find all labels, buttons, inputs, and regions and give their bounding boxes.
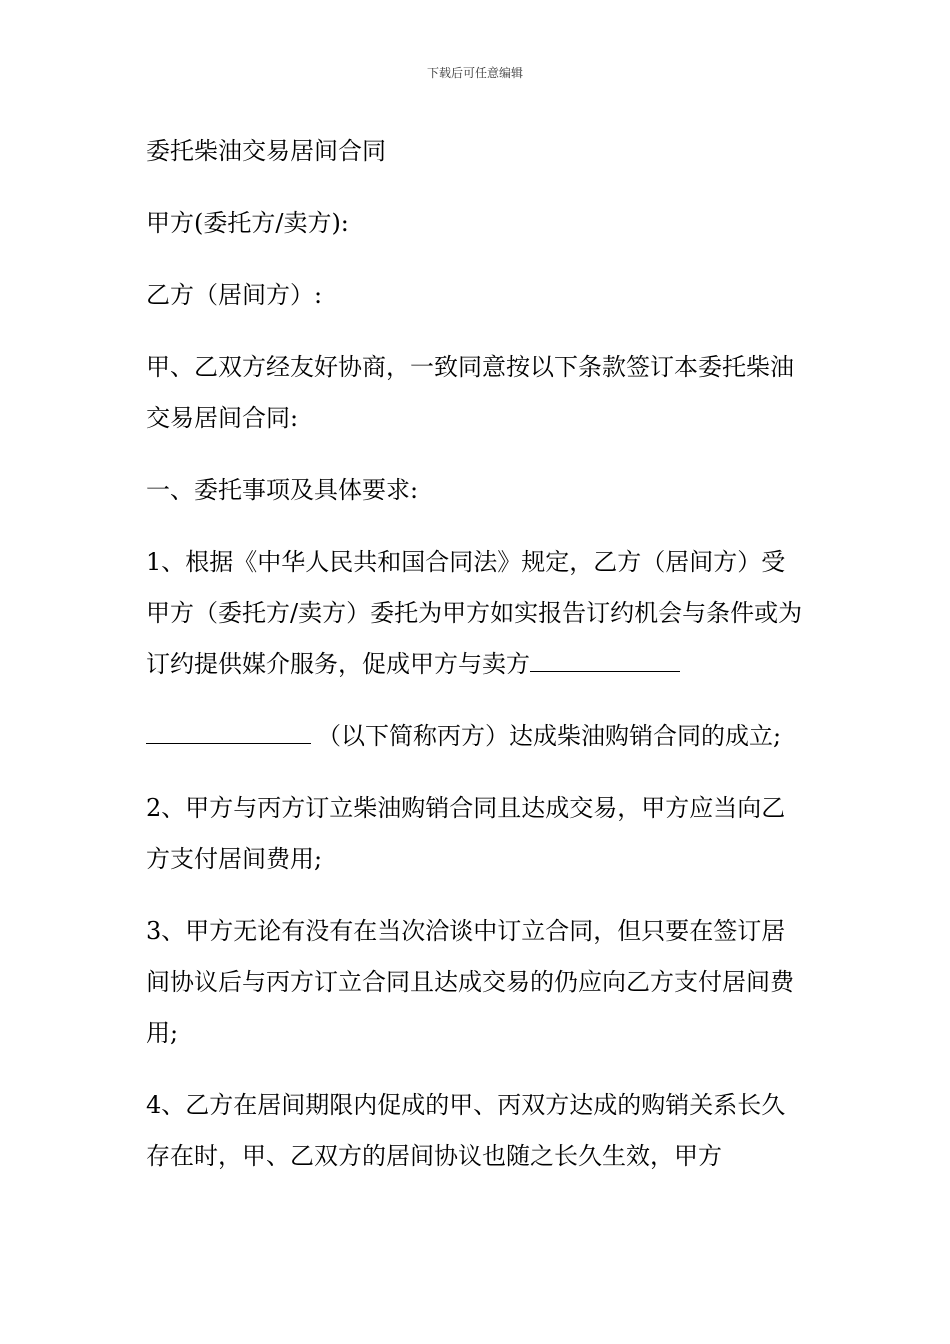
blank-line [146,723,311,744]
document-body [146,126,806,1203]
section1-heading: 一、委托事项及具体要求: [146,476,419,504]
clause-1-text: 1、根据《中华人民共和国合同法》规定，乙方（居间方）受甲方（委托方/卖方）委托为甲方如实报告订约机会与条件或为订约提供媒介服务，促成甲方与卖方 [146,548,803,678]
clause-1-continued [146,711,806,762]
header-note: 下载后可任意编辑 [426,66,523,80]
clause-3: 3、甲方无论有没有在当次洽谈中订立合同，但只要在签订居间协议后与丙方订立合同且达成交易的仍应向乙方支付居间费用; [146,917,794,1047]
party-b-line: 乙方（居间方）: [146,281,323,309]
clause-2: 2、甲方与丙方订立柴油购销合同且达成交易，甲方应当向乙方支付居间费用; [146,794,786,873]
document-title: 委托柴油交易居间合同 [146,137,386,165]
clause-1 [146,537,806,690]
clause-4: 4、乙方在居间期限内促成的甲、丙双方达成的购销关系长久存在时，甲、乙双方的居间协议也随之长久生效，甲方 [146,1091,786,1170]
blank-line [530,651,680,672]
intro-paragraph: 甲、乙双方经友好协商，一致同意按以下条款签订本委托柴油交易居间合同: [146,353,794,432]
party-a-line: 甲方(委托方/卖方): [146,209,349,237]
clause-1-continued-text: （以下简称丙方）达成柴油购销合同的成立; [317,722,782,750]
